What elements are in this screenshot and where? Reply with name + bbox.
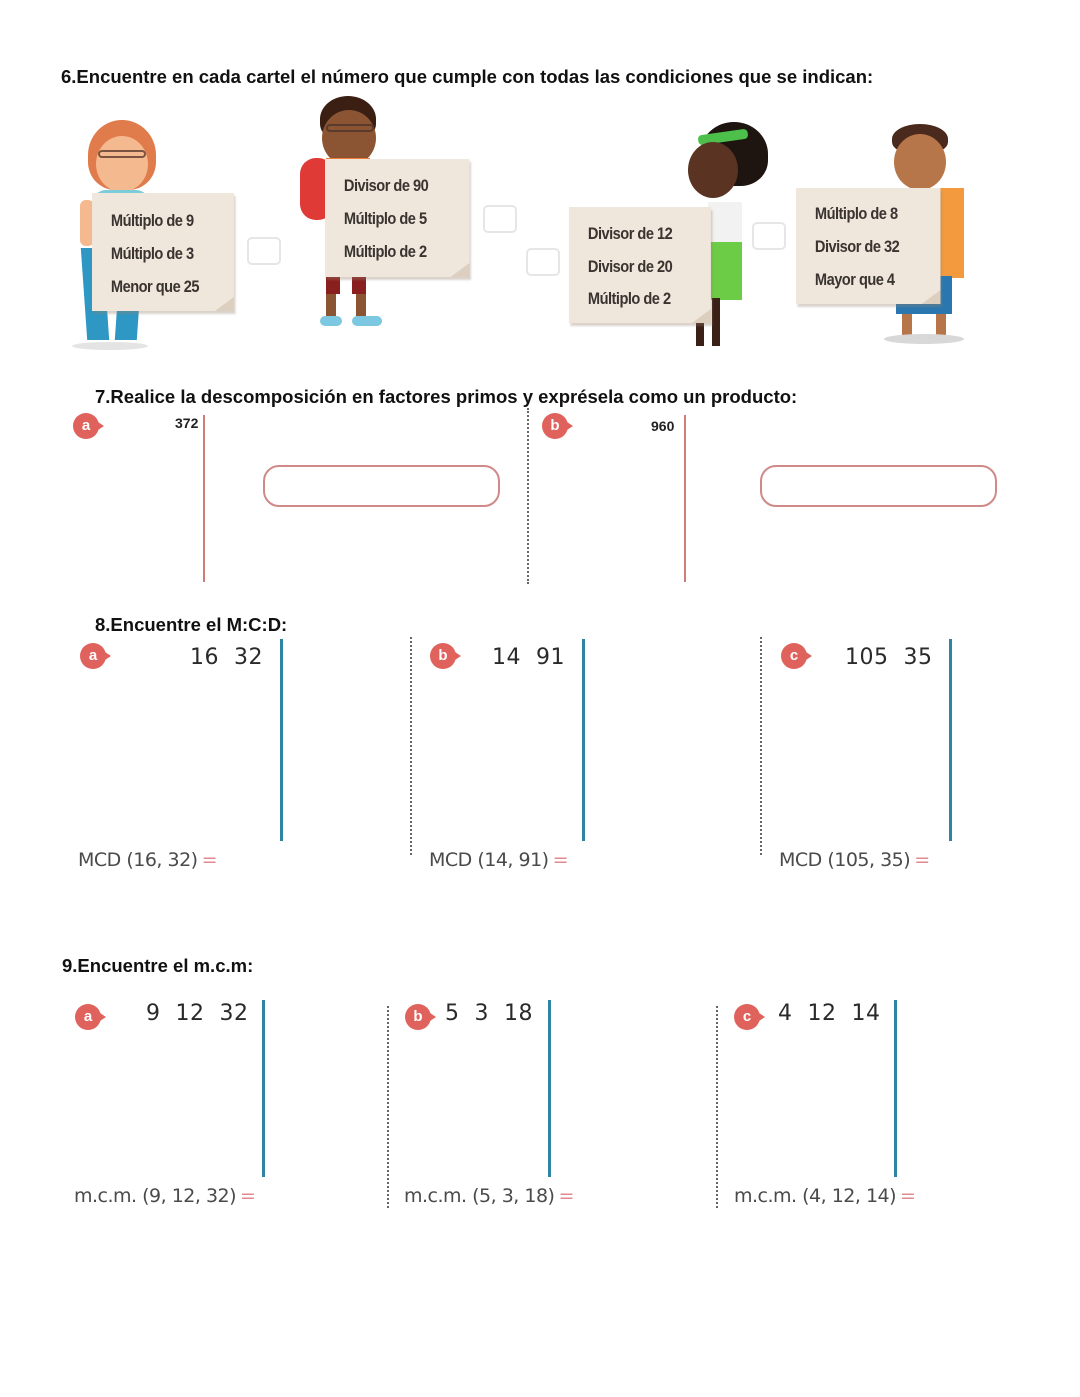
equals-sign: =	[552, 849, 569, 871]
sign-1-line-2: Múltiplo de 3	[110, 244, 194, 263]
answer-box-sign-3[interactable]	[526, 248, 560, 276]
equals-sign: =	[201, 849, 218, 871]
numbers-9a: 9 12 32	[146, 1001, 249, 1026]
result-label-8b: MCD (14, 91)	[429, 849, 549, 871]
sign-3-line-1: Divisor de 12	[587, 224, 673, 243]
result-8c[interactable]	[779, 849, 930, 871]
sign-1	[92, 193, 234, 311]
sign-2-line-2: Múltiplo de 5	[343, 209, 427, 228]
equals-sign: =	[558, 1185, 574, 1207]
section-8-title: 8.Encuentre el M:C:D:	[95, 614, 288, 635]
badge-7b: b	[542, 413, 568, 439]
result-label-9a: m.c.m. (9, 12, 32)	[74, 1185, 237, 1207]
sign-4	[796, 188, 940, 304]
badge-8b: b	[430, 643, 456, 669]
badge-8a: a	[80, 643, 106, 669]
sign-fold	[692, 309, 711, 323]
result-label-8a: MCD (16, 32)	[78, 849, 198, 871]
sign-fold	[922, 290, 941, 304]
section-7-title: 7.Realice la descomposición en factores primos y exprésela como un producto:	[95, 386, 798, 407]
answer-box-sign-1[interactable]	[247, 237, 281, 265]
answer-box-sign-2[interactable]	[483, 205, 517, 233]
result-9a[interactable]	[74, 1185, 255, 1207]
number-372: 372	[175, 415, 199, 431]
sign-4-line-3: Mayor que 4	[814, 270, 895, 289]
badge-8c: c	[781, 643, 807, 669]
numbers-9c: 4 12 14	[778, 1001, 881, 1026]
sign-2-line-1: Divisor de 90	[343, 176, 429, 195]
sign-fold	[451, 263, 470, 277]
sign-1-line-1: Múltiplo de 9	[110, 211, 194, 230]
division-line-8b	[582, 639, 585, 841]
number-960: 960	[651, 418, 675, 434]
numbers-9b: 5 3 18	[445, 1001, 533, 1026]
result-label-8c: MCD (105, 35)	[779, 849, 911, 871]
result-9c[interactable]	[734, 1185, 915, 1207]
divider-8-2	[760, 637, 762, 855]
divider-7	[527, 408, 529, 584]
result-8a[interactable]	[78, 849, 217, 871]
sign-3	[569, 207, 711, 323]
equals-sign: =	[900, 1185, 916, 1207]
equals-sign: =	[914, 849, 930, 871]
result-8b[interactable]	[429, 849, 568, 871]
division-line-9c	[894, 1000, 897, 1177]
sign-2-line-3: Múltiplo de 2	[343, 242, 427, 261]
sign-3-line-3: Múltiplo de 2	[587, 289, 671, 308]
badge-9b: b	[405, 1004, 431, 1030]
numbers-8c: 105 35	[845, 645, 933, 670]
division-line-9a	[262, 1000, 265, 1177]
section-6-title: 6.Encuentre en cada cartel el número que cumple con todas las condiciones que se indican:	[61, 66, 874, 87]
sign-2	[325, 159, 469, 277]
badge-9c: c	[734, 1004, 760, 1030]
division-line-8a	[280, 639, 283, 841]
divider-9-1	[387, 1006, 389, 1208]
badge-9a: a	[75, 1004, 101, 1030]
equals-sign: =	[240, 1185, 256, 1207]
answer-field-7a[interactable]	[263, 465, 500, 507]
answer-box-sign-4[interactable]	[752, 222, 786, 250]
sign-1-line-3: Menor que 25	[110, 277, 199, 296]
sign-3-line-2: Divisor de 20	[587, 257, 673, 276]
division-line-7a	[203, 415, 205, 582]
division-line-7b	[684, 415, 686, 582]
result-9b[interactable]	[404, 1185, 574, 1207]
division-line-8c	[949, 639, 952, 841]
numbers-8a: 16 32	[190, 645, 263, 670]
divider-8-1	[410, 637, 412, 855]
result-label-9b: m.c.m. (5, 3, 18)	[404, 1185, 555, 1207]
numbers-8b: 14 91	[492, 645, 565, 670]
sign-4-line-2: Divisor de 32	[814, 237, 900, 256]
answer-field-7b[interactable]	[760, 465, 997, 507]
result-label-9c: m.c.m. (4, 12, 14)	[734, 1185, 897, 1207]
sign-4-line-1: Múltiplo de 8	[814, 204, 898, 223]
sign-fold	[215, 297, 234, 311]
divider-9-2	[716, 1006, 718, 1208]
badge-7a: a	[73, 413, 99, 439]
section-9-title: 9.Encuentre el m.c.m:	[62, 955, 254, 976]
division-line-9b	[548, 1000, 551, 1177]
